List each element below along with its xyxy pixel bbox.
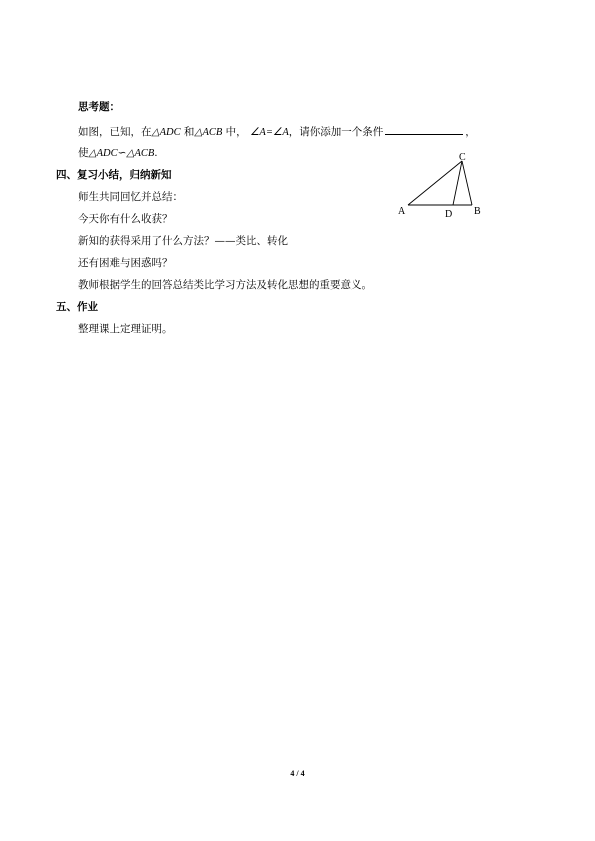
and-text: 和	[180, 126, 195, 138]
triangle-acb-2: △ACB	[126, 148, 155, 159]
label-b: B	[474, 206, 481, 217]
section-4-line-3: 新知的获得采用了什么方法？——类比、转化	[78, 235, 288, 247]
question-text-2: ，请你添加一个条件	[288, 126, 384, 138]
side-bc	[462, 161, 472, 205]
question-end: ，	[465, 126, 476, 138]
make-text: 使	[78, 147, 89, 159]
section-4-title: 四、复习小结，归纳新知	[56, 169, 172, 181]
section-5-title: 五、作业	[56, 301, 98, 313]
think-heading: 思考题：	[78, 101, 120, 113]
answer-blank[interactable]	[385, 124, 463, 135]
section-4-line-2: 今天你有什么收获？	[78, 213, 173, 225]
in-text: 中，	[222, 126, 251, 138]
period: .	[154, 147, 158, 159]
triangle-adc: △ADC	[151, 127, 181, 138]
triangle-acb: △ACB	[194, 127, 223, 138]
page-number: 4 / 4	[290, 769, 305, 778]
section-5-line-1: 整理课上定理证明。	[78, 323, 173, 335]
section-4-line-5: 教师根据学生的回答总结类比学习方法及转化思想的重要意义。	[78, 279, 372, 291]
triangle-adc-2: △ADC	[88, 148, 118, 159]
label-c: C	[459, 152, 466, 163]
triangle-figure	[396, 150, 496, 222]
section-4-line-4: 还有困难与困惑吗？	[78, 257, 173, 269]
section-4-line-1: 师生共同回忆并总结：	[78, 191, 183, 203]
think-question-line-1	[78, 124, 476, 140]
label-a: A	[398, 206, 406, 217]
similar-symbol: ∽	[117, 147, 127, 159]
label-d: D	[445, 209, 453, 220]
think-question-line-2	[78, 146, 158, 161]
angle-equality: ∠A=∠A	[250, 127, 289, 138]
question-text-1: 如图，已知，在	[78, 126, 152, 138]
